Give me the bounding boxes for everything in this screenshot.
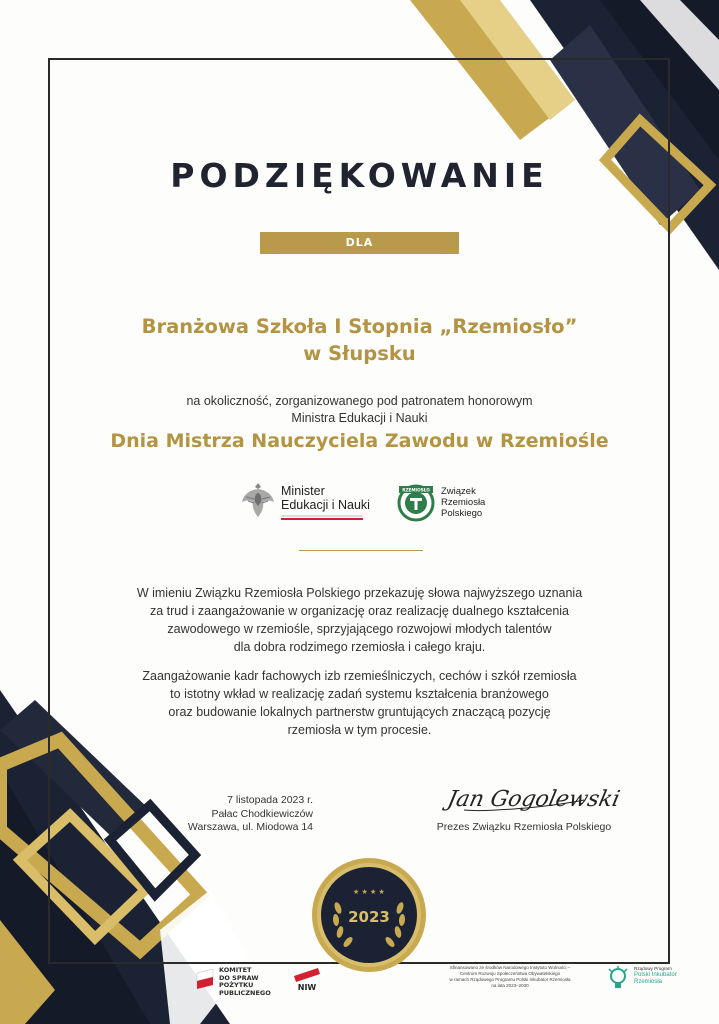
zrp-line2: Rzemiosła xyxy=(441,497,486,508)
ministry-logo-text xyxy=(281,484,370,512)
date-and-place xyxy=(188,794,313,835)
funding-line: Sfinansowano ze środków Narodowego Instytutu Wolności – xyxy=(449,965,571,970)
zrp-logo-icon xyxy=(397,480,435,522)
dla-banner: DLA xyxy=(260,232,459,254)
paragraph2-line: rzemiosła w tym procesie. xyxy=(287,723,432,737)
paragraph1-line: zawodowego w rzemiośle, sprzyjającego rozwojowi młodych talentów xyxy=(167,622,552,636)
eagle-emblem-icon xyxy=(240,480,276,520)
niw-text: NIW xyxy=(297,983,317,992)
svg-text:★ ★ ★ ★: ★ ★ ★ ★ xyxy=(353,888,385,896)
recipient-name: Branżowa Szkoła I Stopnia „Rzemiosło” xyxy=(141,315,578,338)
incubator-program: Rządowy Program xyxy=(634,966,672,971)
event-name: Dnia Mistrza Nauczyciela Zawodu w Rzemiośle xyxy=(110,430,609,452)
gold-divider xyxy=(299,550,423,551)
venue: Pałac Chodkiewiczów xyxy=(211,807,313,820)
incubator-text xyxy=(634,966,704,986)
zrp-logo-text xyxy=(441,486,485,519)
zrp-badge-text: RZEMIOSŁO xyxy=(402,487,430,493)
zrp-line1: Związek xyxy=(441,486,476,497)
paragraph2-line: Zaangażowanie kadr fachowych izb rzemieślniczych, cechów i szkół rzemiosła xyxy=(142,669,577,683)
paragraph1-line: za trud i zaangażowanie w organizację oraz realizację dualnego kształcenia xyxy=(150,604,569,618)
lightbulb-icon xyxy=(606,966,630,992)
signature-text: Jan Gogolewski xyxy=(445,786,623,812)
incubator-line: Rzemiosła xyxy=(634,979,663,985)
funding-line: Centrum Rozwoju Społeczeństwa Obywatelskiego xyxy=(459,971,561,976)
certificate-title: PODZIĘKOWANIE xyxy=(170,156,549,195)
paragraph1-line: dla dobra rodzimego rzemiosła i całego kraju. xyxy=(233,640,486,654)
ministry-line1: Minister xyxy=(281,484,325,498)
funding-line: w ramach Rządowego Programu Polski Inkubator Rzemiosła xyxy=(449,977,571,982)
ministry-line2: Edukacji i Nauki xyxy=(281,498,370,512)
incubator-line: Polski Inkubator xyxy=(634,972,677,978)
komitet-logo xyxy=(195,965,271,997)
occasion-patron: Ministra Edukacji i Nauki xyxy=(291,411,428,425)
paragraph2-line: oraz budowanie lokalnych partnerstw gruntujących znaczącą pozycję xyxy=(168,705,551,719)
medal-year: 2023 xyxy=(348,908,390,926)
komitet-line: POŻYTKU xyxy=(219,981,254,989)
komitet-line: PUBLICZNEGO xyxy=(219,988,271,997)
komitet-line: DO SPRAW xyxy=(219,973,259,982)
komitet-text xyxy=(219,967,271,997)
funding-line: na lata 2023–2030 xyxy=(491,983,529,988)
address: Warszawa, ul. Miodowa 14 xyxy=(187,821,313,833)
signer-role: Prezes Związku Rzemiosła Polskiego xyxy=(436,821,612,833)
paragraph2-line: to istotny wkład w realizację zadań systemu kształcenia branżowego xyxy=(170,687,549,701)
niw-logo-icon xyxy=(290,964,324,994)
paragraph-engagement xyxy=(0,667,719,739)
komitet-flag-icon xyxy=(195,965,215,991)
recipient-city: w Słupsku xyxy=(303,342,416,365)
occasion-text: na okoliczność, zorganizowanego pod patronatem honorowym xyxy=(186,394,533,408)
paragraph-recognition xyxy=(0,584,719,656)
paragraph1-line: W imieniu Związku Rzemiosła Polskiego przekazuję słowa najwyższego uznania xyxy=(136,586,583,600)
funding-note xyxy=(440,965,580,989)
medal-2023-icon xyxy=(310,856,428,974)
patron-logos xyxy=(0,478,719,526)
polish-flag-stripe xyxy=(281,515,363,520)
zrp-line3: Polskiego xyxy=(441,508,483,519)
komitet-line: KOMITET xyxy=(219,966,252,974)
incubator-logo xyxy=(606,966,677,996)
issue-date: 7 listopada 2023 r. xyxy=(227,794,313,806)
